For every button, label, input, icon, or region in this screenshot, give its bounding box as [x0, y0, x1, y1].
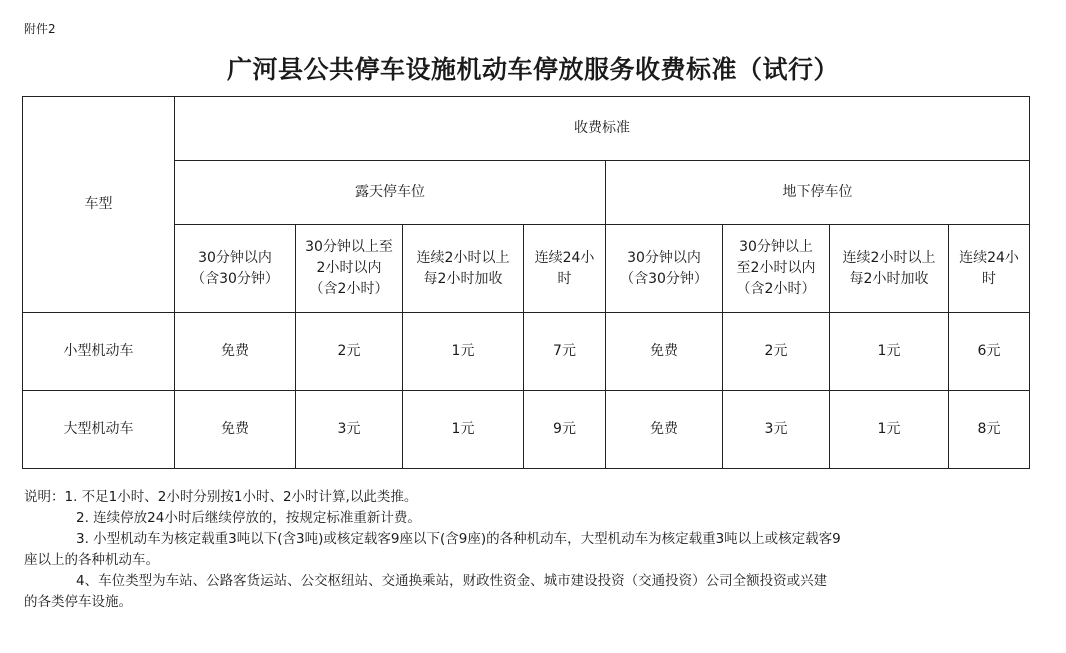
- column-header-line: 连续24小: [959, 249, 1019, 266]
- fee-cell: 2元: [296, 313, 403, 391]
- column-header: [403, 225, 524, 313]
- column-header-line: 连续2小时以上: [416, 249, 510, 266]
- group-header-outdoor: 露天停车位: [175, 161, 606, 225]
- fee-standard-header: 收费标准: [175, 97, 1030, 161]
- fee-cell: 免费: [606, 313, 723, 391]
- fee-cell: 3元: [723, 391, 830, 469]
- note-line: 3. 小型机动车为核定载重3吨以下(含3吨)或核定载客9座以下(含9座)的各种机动车，大型机动车为核定载重3吨以上或核定载客9: [76, 531, 841, 547]
- column-header-line: （含30分钟）: [191, 270, 279, 287]
- fee-cell: 1元: [830, 313, 949, 391]
- note-line: 2. 连续停放24小时后继续停放的，按规定标准重新计费。: [76, 510, 421, 526]
- fee-cell: 免费: [175, 391, 296, 469]
- column-header-line: 时: [982, 270, 996, 287]
- vehicle-type-header: 车型: [23, 97, 175, 313]
- fee-cell: 6元: [949, 313, 1030, 391]
- fee-cell: 1元: [403, 391, 524, 469]
- column-header-line: 每2小时加收: [423, 270, 503, 287]
- note-line: 4、车位类型为车站、公路客货运站、公交枢纽站、交通换乘站，财政性资金、城市建设投资（交通投资）公司全额投资或兴建: [76, 573, 828, 589]
- vehicle-type-cell: 大型机动车: [23, 391, 175, 469]
- table-row: [23, 391, 1030, 469]
- column-header-line: （含2小时）: [309, 281, 389, 297]
- column-header-line: 连续2小时以上: [842, 249, 936, 266]
- column-header-line: 30分钟以内: [198, 249, 272, 266]
- column-header: [175, 225, 296, 313]
- column-header-line: 2小时以内: [316, 260, 382, 276]
- group-header-underground: 地下停车位: [606, 161, 1030, 225]
- fee-cell: 免费: [175, 313, 296, 391]
- fee-cell: 2元: [723, 313, 830, 391]
- column-header: [606, 225, 723, 313]
- column-header-line: （含30分钟）: [620, 270, 708, 287]
- column-header: [830, 225, 949, 313]
- column-header-line: 至2小时以内: [736, 260, 816, 276]
- fee-cell: 8元: [949, 391, 1030, 469]
- column-header-line: 每2小时加收: [849, 270, 929, 287]
- column-header-line: 30分钟以内: [627, 249, 701, 266]
- column-header-line: 30分钟以上至: [305, 239, 393, 255]
- vehicle-type-cell: 小型机动车: [23, 313, 175, 391]
- column-header: [723, 225, 830, 313]
- fee-cell: 1元: [403, 313, 524, 391]
- note-line: 说明：1. 不足1小时、2小时分别按1小时、2小时计算,以此类推。: [24, 489, 418, 505]
- column-header-line: 时: [557, 270, 572, 287]
- fee-table: [22, 96, 1030, 469]
- fee-cell: 1元: [830, 391, 949, 469]
- fee-cell: 免费: [606, 391, 723, 469]
- column-header: [949, 225, 1030, 313]
- fee-cell: 3元: [296, 391, 403, 469]
- table-row: [23, 313, 1030, 391]
- fee-cell: 7元: [524, 313, 606, 391]
- fee-cell: 9元: [524, 391, 606, 469]
- column-header-line: 30分钟以上: [739, 239, 813, 255]
- column-header: [296, 225, 403, 313]
- column-header: [524, 225, 606, 313]
- note-line: 的各类停车设施。: [24, 594, 132, 610]
- notes: [24, 487, 1034, 613]
- note-line: 座以上的各种机动车。: [24, 552, 159, 568]
- page-title: 广河县公共停车设施机动车停放服务收费标准（试行）: [226, 55, 839, 84]
- column-header-line: （含2小时）: [736, 281, 816, 297]
- column-header-line: 连续24小: [534, 249, 595, 266]
- attachment-label: 附件2: [24, 22, 56, 36]
